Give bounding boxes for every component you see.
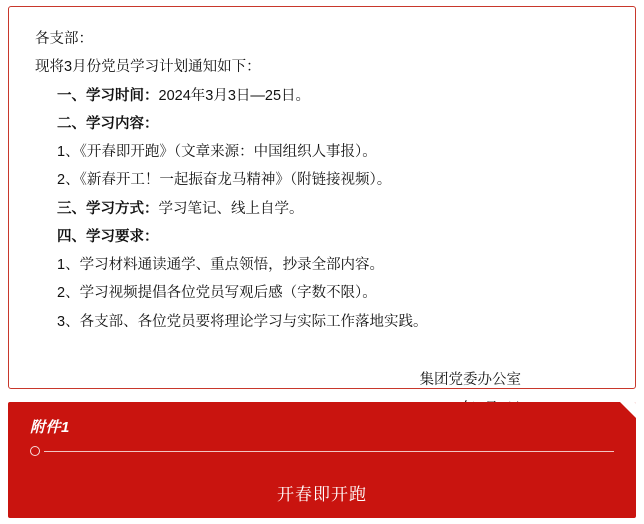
attachment-banner	[8, 402, 636, 518]
notice-section-method	[57, 195, 609, 223]
signature-org: 集团党委办公室	[419, 371, 521, 388]
notice-section-time	[57, 82, 609, 110]
section-method-heading: 三、学习方式：	[57, 200, 159, 217]
attachment-label: 附件1	[30, 419, 70, 436]
attachment-headline: 开春即开跑	[277, 485, 367, 504]
notice-section-content	[57, 110, 609, 138]
divider-circle-icon	[30, 446, 40, 456]
notice-intro: 现将3月份党员学习计划通知如下：	[35, 59, 261, 76]
section-time-heading: 一、学习时间：	[57, 87, 159, 104]
content-item: 1、《开春即开跑》（文章来源：中国组织人事报）。	[57, 144, 377, 161]
section-content-heading: 二、学习内容：	[57, 115, 159, 132]
notice-section-requirement	[57, 223, 609, 251]
requirement-item: 2、学习视频提倡各位党员写观后感（字数不限）。	[57, 285, 377, 302]
section-requirement-heading: 四、学习要求：	[57, 228, 159, 245]
attachment-divider	[30, 446, 614, 458]
notice-card	[8, 6, 636, 389]
requirement-item: 3、各支部、各位党员要将理论学习与实际工作落地实践。	[57, 313, 428, 330]
requirement-item: 1、学习材料通读通学、重点领悟，抄录全部内容。	[57, 257, 385, 274]
notice-body	[9, 7, 635, 434]
corner-fold-decoration	[620, 402, 636, 418]
divider-line	[44, 451, 614, 452]
section-method-text: 学习笔记、线上自学。	[158, 200, 304, 217]
content-item: 2、《新春开工！一起振奋龙马精神》（附链接视频）。	[57, 172, 392, 189]
notice-salutation: 各支部：	[35, 31, 93, 47]
section-time-text: 2024年3月3日—25日。	[158, 87, 311, 104]
